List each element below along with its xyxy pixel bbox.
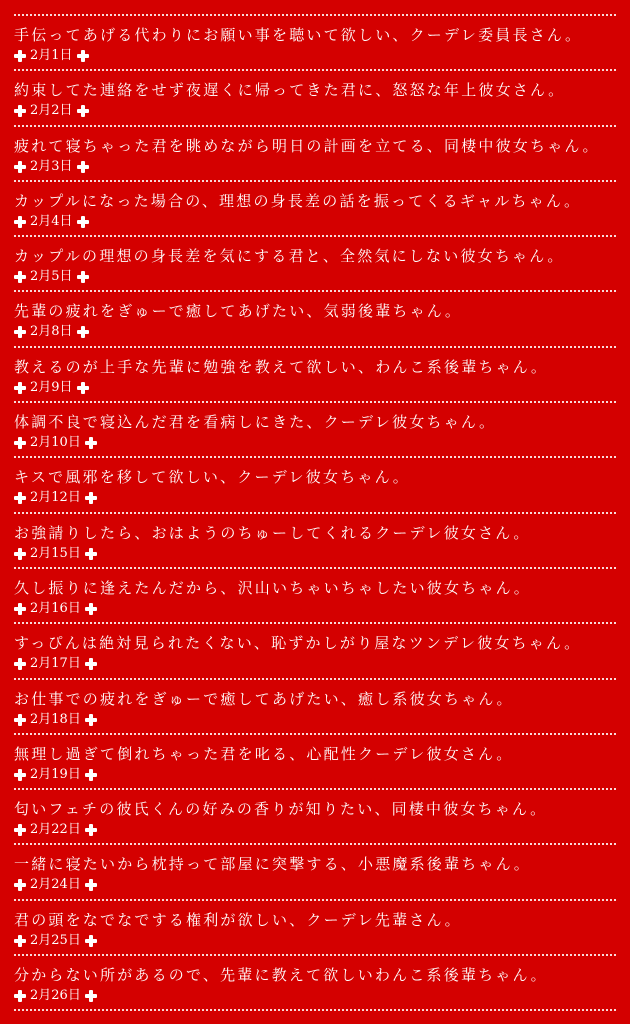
entry-date: 2月2日 [30,103,73,119]
entry-date: 2月10日 [30,435,81,451]
cross-icon [14,437,26,449]
date-row [14,545,616,563]
entry-title-link[interactable]: すっぴんは絶対見られたくない、恥ずかしがり屋なツンデレ彼女ちゃん。 [14,634,582,653]
cross-icon [14,105,26,117]
entry-date: 2月3日 [30,158,73,174]
entry-date: 2月25日 [30,932,81,948]
entry-date: 2月24日 [30,877,81,893]
list-item [14,514,616,567]
cross-icon [77,216,89,228]
cross-icon [85,935,97,947]
entry-title-link[interactable]: お仕事での疲れをぎゅーで癒してあげたい、癒し系彼女ちゃん。 [14,689,514,708]
cross-icon [14,326,26,338]
cross-icon [85,658,97,670]
date-row [14,379,616,397]
date-row [14,47,616,65]
date-row [14,711,616,729]
list-item [14,735,616,788]
entry-date: 2月9日 [30,379,73,395]
date-row [14,102,616,120]
entry-title-link[interactable]: 君の頭をなでなでする権利が欲しい、クーデレ先輩さん。 [14,910,462,929]
cross-icon [77,382,89,394]
cross-icon [14,990,26,1002]
list-item [14,348,616,401]
date-row [14,655,616,673]
date-row [14,600,616,618]
date-row [14,158,616,176]
cross-icon [14,603,26,615]
list-item [14,182,616,235]
entry-date: 2月26日 [30,988,81,1004]
entry-title-link[interactable]: カップルになった場合の、理想の身長差の話を振ってくるギャルちゃん。 [14,191,582,210]
entry-title-link[interactable]: 一緒に寝たいから枕持って部屋に突撃する、小悪魔系後輩ちゃん。 [14,855,531,874]
date-row [14,932,616,950]
entry-title-link[interactable]: 久し振りに逢えたんだから、沢山いちゃいちゃしたい彼女ちゃん。 [14,578,531,597]
entry-date: 2月19日 [30,766,81,782]
cross-icon [85,769,97,781]
entry-date: 2月1日 [30,48,73,63]
cross-icon [14,50,26,62]
entry-date: 2月12日 [30,490,81,506]
entry-title-link[interactable]: 分からない所があるので、先輩に教えて欲しいわんこ系後輩ちゃん。 [14,966,548,985]
cross-icon [85,437,97,449]
date-row [14,766,616,784]
date-row [14,213,616,231]
cross-icon [85,879,97,891]
cross-icon [14,216,26,228]
entry-date: 2月8日 [30,324,73,340]
cross-icon [14,658,26,670]
date-row [14,987,616,1005]
cross-icon [77,271,89,283]
cross-icon [14,161,26,173]
date-row [14,821,616,839]
entry-title-link[interactable]: キスで風邪を移して欲しい、クーデレ彼女ちゃん。 [14,468,410,487]
entry-title-link[interactable]: 体調不良で寝込んだ君を看病しにきた、クーデレ彼女ちゃん。 [14,413,497,432]
list-item [14,458,616,511]
cross-icon [77,50,89,62]
cross-icon [85,990,97,1002]
entry-title-link[interactable]: 疲れて寝ちゃった君を眺めながら明日の計画を立てる、同棲中彼女ちゃん。 [14,136,600,155]
entry-date: 2月16日 [30,600,81,616]
list-item [14,237,616,290]
list-item [14,569,616,622]
list-item [14,127,616,180]
cross-icon [14,382,26,394]
list-item [14,16,616,69]
cross-icon [14,824,26,836]
list-item [14,292,616,345]
cross-icon [14,548,26,560]
list-item [14,624,616,677]
cross-icon [85,548,97,560]
entry-title-link[interactable]: お強請りしたら、おはようのちゅーしてくれるクーデレ彼女さん。 [14,523,531,542]
entry-date: 2月5日 [30,269,73,285]
entry-title-link[interactable]: 教えるのが上手な先輩に勉強を教えて欲しい、わんこ系後輩ちゃん。 [14,357,549,376]
date-row [14,489,616,507]
cross-icon [14,769,26,781]
date-row [14,434,616,452]
entry-title-link[interactable]: 匂いフェチの彼氏くんの好みの香りが知りたい、同棲中彼女ちゃん。 [14,800,548,819]
cross-icon [14,271,26,283]
cross-icon [85,492,97,504]
entry-title-link[interactable]: 先輩の疲れをぎゅーで癒してあげたい、気弱後輩ちゃん。 [14,302,463,321]
entry-title-link[interactable]: カップルの理想の身長差を気にする君と、全然気にしない彼女ちゃん。 [14,247,565,266]
entry-date: 2月22日 [30,822,81,838]
entry-title-link[interactable]: 手伝ってあげる代わりにお願い事を聴いて欲しい、クーデレ委員長さん。 [14,26,583,44]
cross-icon [85,603,97,615]
list-item [14,403,616,456]
list-item [14,790,616,843]
date-row [14,323,616,341]
date-row [14,268,616,286]
cross-icon [85,714,97,726]
entry-title-link[interactable]: 無理し過ぎて倒れちゃった君を叱る、心配性クーデレ彼女さん。 [14,744,514,763]
cross-icon [14,935,26,947]
entry-title-link[interactable]: 約束してた連絡をせず夜遅くに帰ってきた君に、怒怒な年上彼女さん。 [14,81,566,100]
cross-icon [14,714,26,726]
entry-date: 2月17日 [30,656,81,672]
cross-icon [77,161,89,173]
top-spacer [14,0,616,14]
date-row [14,876,616,894]
list-item [14,680,616,733]
list-item [14,956,616,1009]
list-item [14,71,616,124]
cross-icon [14,492,26,504]
cross-icon [85,824,97,836]
cross-icon [14,879,26,891]
cross-icon [77,105,89,117]
entry-date: 2月15日 [30,545,81,561]
cross-icon [77,326,89,338]
divider [14,1009,616,1011]
list-item [14,845,616,898]
list-item [14,901,616,954]
entry-date: 2月4日 [30,213,73,229]
entry-date: 2月18日 [30,711,81,727]
